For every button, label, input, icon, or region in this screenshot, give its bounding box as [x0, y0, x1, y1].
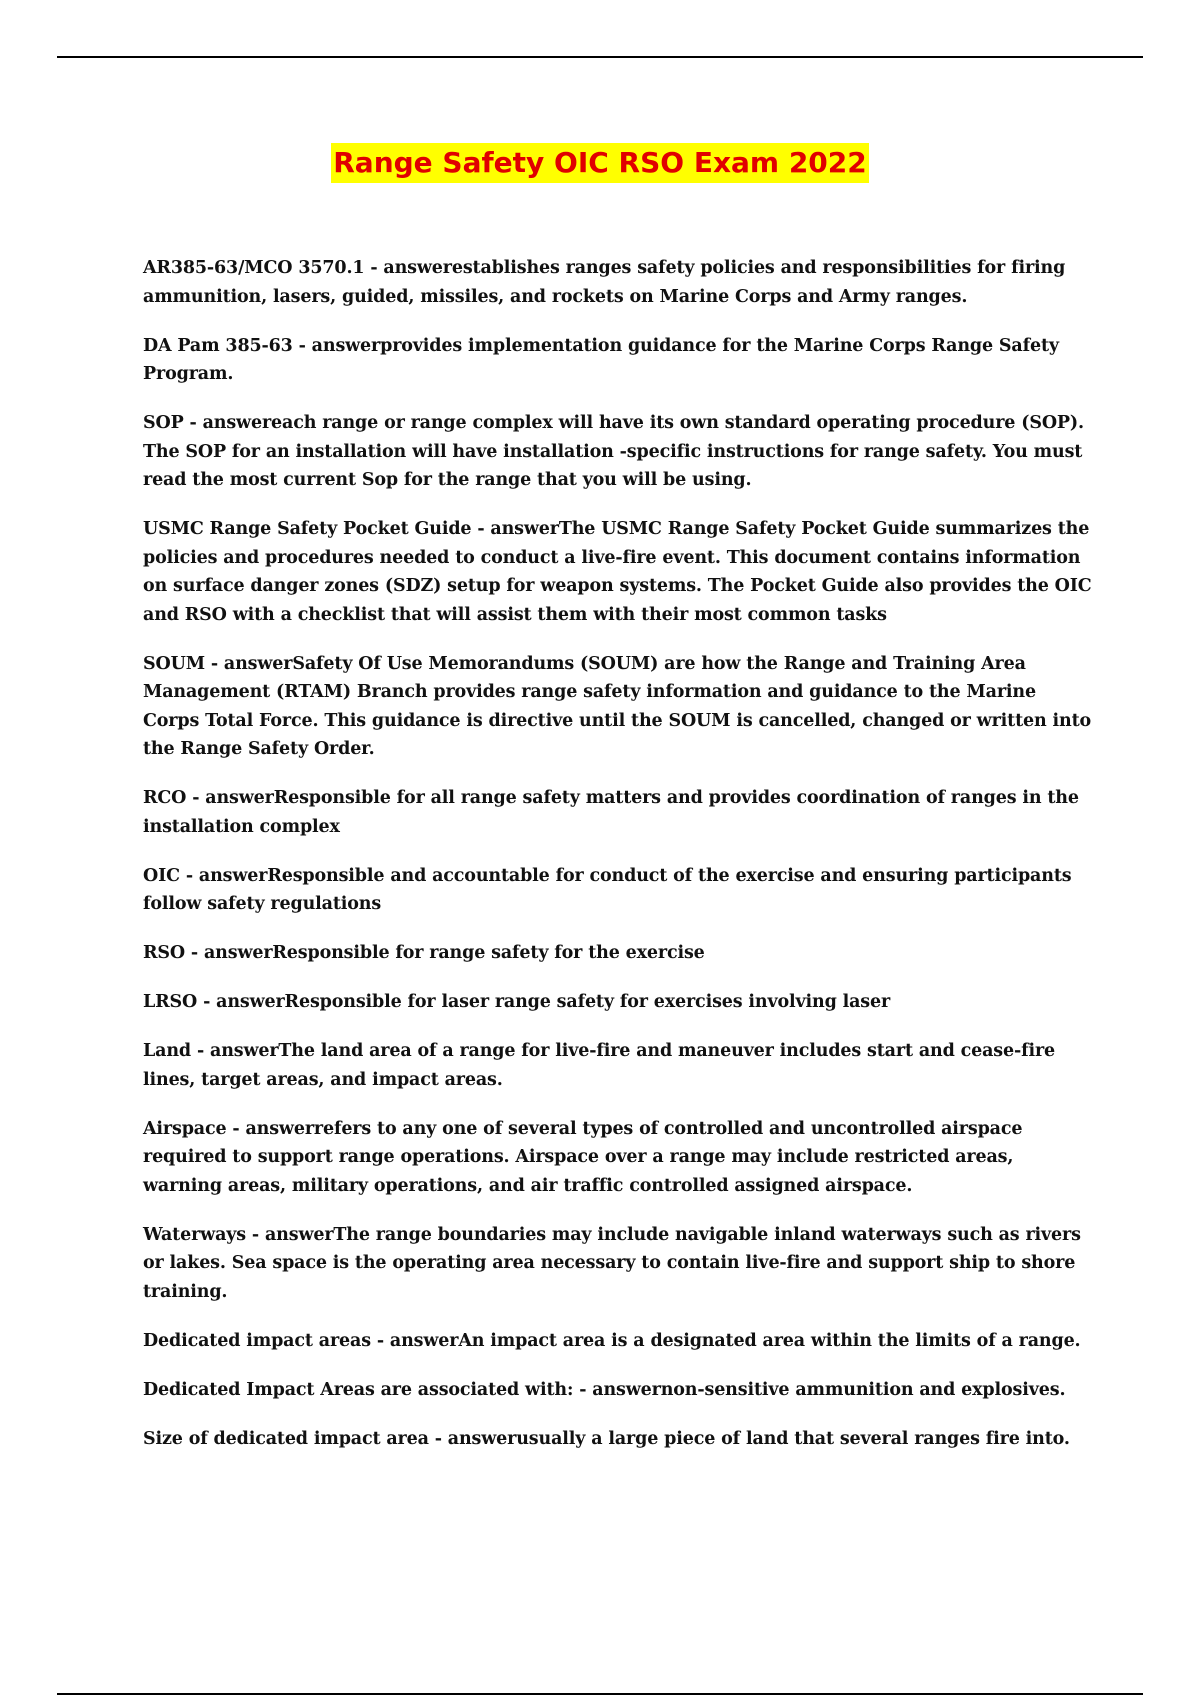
qa-entry: Airspace - answerrefers to any one of several types of controlled and uncontrolled airspace required to support range operations. Airspace over a range may include restricted areas, warning areas, military operations, and air traffic controlled assigned airspace. [143, 1118, 1023, 1196]
footer-rule [57, 1693, 1143, 1695]
qa-entry: AR385-63/MCO 3570.1 - answerestablishes ranges safety policies and responsibilities for firing ammunition, lasers, guided, missiles, and rockets on Marine Corps and Army ranges. [143, 258, 1066, 307]
qa-entry: USMC Range Safety Pocket Guide - answerThe USMC Range Safety Pocket Guide summarizes the policies and procedures needed to conduct a live-fire event. This document contains information on surface danger zones (SDZ) setup for weapon systems. The Pocket Guide also provides the OIC and RSO with a checklist that will assist them with their most common tasks [143, 519, 1092, 625]
header-rule [57, 56, 1143, 58]
qa-entry: RSO - answerResponsible for range safety for the exercise [143, 943, 705, 963]
qa-list [143, 254, 1093, 1474]
document-title: Range Safety OIC RSO Exam 2022 [331, 143, 869, 183]
qa-entry: Size of dedicated impact area - answerusually a large piece of land that several ranges fire into. [143, 1428, 1070, 1449]
qa-entry: SOP - answereach range or range complex will have its own standard operating procedure (SOP). The SOP for an installation will have installation -specific instructions for range safety. You must read the most current Sop for the range that you will be using. [143, 413, 1084, 490]
qa-entry: SOUM - answerSafety Of Use Memorandums (SOUM) are how the Range and Training Area Management (RTAM) Branch provides range safety information and guidance to the Marine Corps Total Force. This guidance is directive until the SOUM is cancelled, changed or written into the Range Safety Order. [143, 653, 1092, 759]
qa-entry: OIC - answerResponsible and accountable for conduct of the exercise and ensuring participants follow safety regulations [143, 865, 1072, 914]
qa-entry: Waterways - answerThe range boundaries may include navigable inland waterways such as rivers or lakes. Sea space is the operating area necessary to contain live-fire and support ship to shore training. [143, 1224, 1081, 1302]
qa-entry: Dedicated impact areas - answerAn impact area is a designated area within the limits of a range. [143, 1330, 1081, 1351]
qa-entry: LRSO - answerResponsible for laser range safety for exercises involving laser [143, 992, 891, 1012]
qa-entry: RCO - answerResponsible for all range safety matters and provides coordination of ranges in the installation complex [143, 788, 1079, 837]
qa-entry: DA Pam 385-63 - answerprovides implementation guidance for the Marine Corps Range Safety Program. [143, 335, 1059, 384]
qa-entry: Dedicated Impact Areas are associated with: - answernon-sensitive ammunition and explosives. [143, 1379, 1066, 1400]
qa-entry: Land - answerThe land area of a range for live-fire and maneuver includes start and cease-fire lines, target areas, and impact areas. [143, 1041, 1056, 1090]
title-block [0, 143, 1200, 183]
